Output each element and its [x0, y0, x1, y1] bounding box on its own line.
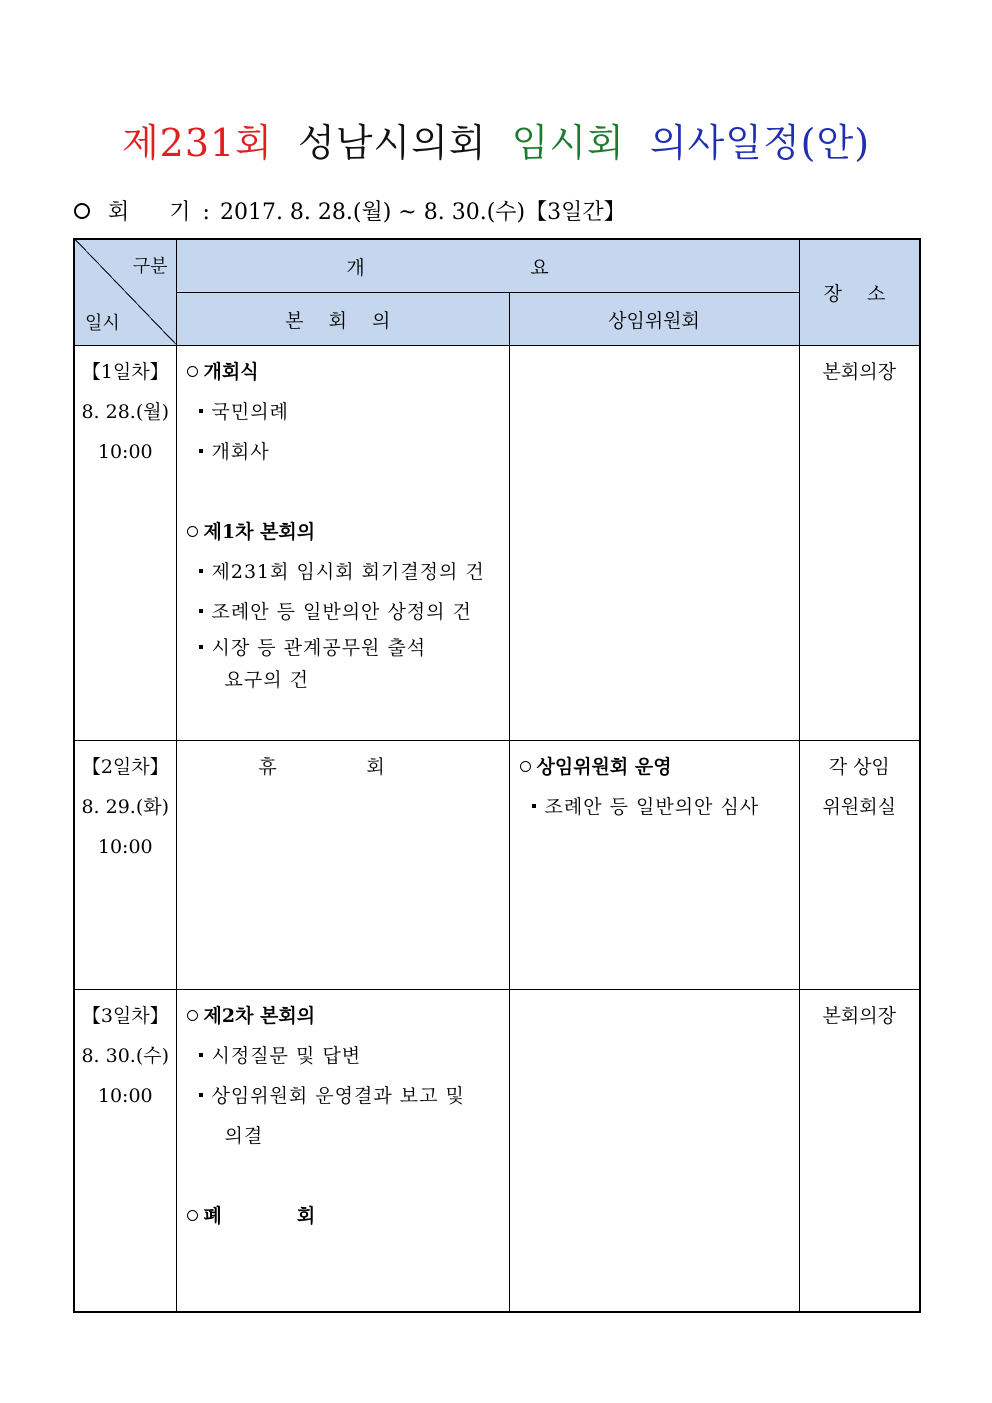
title-council: 성남시의회: [297, 121, 487, 165]
schedule-table: [73, 238, 921, 1313]
corner-category: 구분: [132, 256, 168, 277]
day3-place: 본회의장: [799, 990, 920, 1312]
square-bullet-icon: [532, 804, 536, 808]
title-extraordinary: 임시회: [511, 121, 625, 165]
day2-standing: 상임위원회 운영 조례안 등 일반의안 심사: [509, 741, 799, 990]
day3-label: 【3일차】: [81, 1005, 169, 1027]
table-row: [74, 990, 920, 1312]
square-bullet-icon: [199, 609, 203, 613]
corner-header: [74, 239, 176, 346]
session-period: [74, 195, 626, 226]
place-header: 장 소: [799, 239, 920, 346]
table-row: [74, 346, 920, 741]
day2-time: 10:00: [97, 836, 153, 858]
day1-label: 【1일차】: [81, 361, 169, 383]
title-session-number: 제231회: [121, 121, 273, 165]
day1-place: 본회의장: [799, 346, 920, 741]
session-dates: 2017. 8. 28.(월) ~ 8. 30.(수)【3일간】: [219, 200, 626, 225]
day1-plenary: 개회식 국민의례 개회사 제1차 본회의 제231회 임시회 회기결정의 건 조례안 등 일반의안 상정의 건 시장 등 관계공무원 출석 요구의 건: [176, 346, 509, 741]
day1-date: 8. 28.(월): [81, 401, 170, 423]
day3-date: 8. 30.(수): [81, 1045, 170, 1067]
standing-committee-header: 상임위원회: [509, 293, 799, 346]
square-bullet-icon: [199, 1053, 203, 1057]
session-label-a: 회: [108, 200, 130, 225]
ring-bullet-icon: [520, 761, 531, 772]
document-title: [0, 112, 992, 167]
day3-plenary: 제2차 본회의 시정질문 및 답변 상임위원회 운영결과 보고 및 의결 폐 회: [176, 990, 509, 1312]
plenary-header: 본 회 의: [176, 293, 509, 346]
overview-header: 개 요: [176, 239, 799, 293]
day1-standing: [509, 346, 799, 741]
day3-datetime: [74, 990, 176, 1312]
square-bullet-icon: [199, 569, 203, 573]
day2-date: 8. 29.(화): [81, 796, 170, 818]
ring-bullet-icon: [187, 366, 198, 377]
square-bullet-icon: [199, 645, 203, 649]
day3-time: 10:00: [97, 1085, 153, 1107]
session-colon: :: [202, 200, 210, 225]
day1-datetime: [74, 346, 176, 741]
session-label-b: 기: [169, 200, 191, 225]
square-bullet-icon: [199, 1093, 203, 1097]
day2-place: 각 상임 위원회실: [799, 741, 920, 990]
ring-bullet-icon: [187, 1210, 198, 1221]
table-row: [74, 741, 920, 990]
ring-bullet-icon: [187, 526, 198, 537]
day2-datetime: [74, 741, 176, 990]
corner-datetime: 일시: [85, 313, 120, 334]
day2-label: 【2일차】: [81, 756, 169, 778]
day1-time: 10:00: [97, 441, 153, 463]
title-agenda: 의사일정(안): [649, 121, 871, 165]
day2-plenary: 휴 회: [176, 741, 509, 990]
square-bullet-icon: [199, 449, 203, 453]
circle-bullet-icon: [74, 203, 90, 219]
square-bullet-icon: [199, 409, 203, 413]
day3-standing: [509, 990, 799, 1312]
ring-bullet-icon: [187, 1010, 198, 1021]
